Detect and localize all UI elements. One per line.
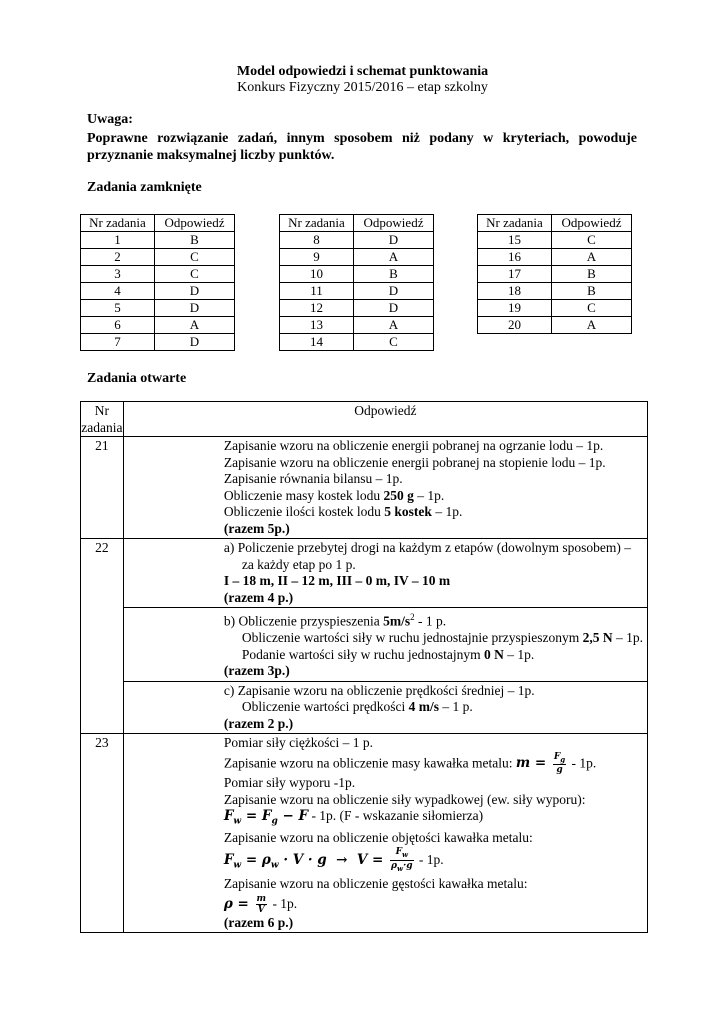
task-number: 10 [280, 266, 354, 283]
col-header-answer: Odpowiedź [354, 215, 434, 232]
col-header-answer: Odpowiedź [155, 215, 235, 232]
table-row-task-22c [81, 681, 648, 734]
table-row [280, 317, 434, 334]
note-heading: Uwaga: [87, 112, 133, 127]
criterion-line: Pomiar siły ciężkości – 1 p. [223, 735, 374, 750]
task-number: 19 [478, 300, 552, 317]
criterion-line: ρ = $\frac{m}{V}$ - 1p. [223, 893, 298, 915]
table-row [81, 317, 235, 334]
task-answer: A [155, 317, 235, 334]
criterion-line: Pomiar siły wyporu -1p. [223, 775, 356, 791]
document-title: Model odpowiedzi i schemat punktowania [236, 64, 489, 79]
table-row [81, 334, 235, 351]
buoyancy-formula: $F_w = F_g - F$ [223, 808, 309, 827]
points-total: (razem 4 p.) [223, 589, 294, 605]
table-row [81, 300, 235, 317]
table-row [81, 283, 235, 300]
col-header-answer: Odpowiedź [552, 215, 632, 232]
task-number: 20 [478, 317, 552, 334]
criterion-line: a) Policzenie przebytej drogi na każdym z etapów (dowolnym sposobem) – [223, 540, 631, 555]
table-row [280, 334, 434, 351]
task-answer: B [354, 266, 434, 283]
criterion-line: I – 18 m, II – 12 m, III – 0 m, IV – 10 m [223, 573, 451, 588]
criterion-line: Zapisanie wzoru na obliczenie objętości kawałka metalu: [223, 830, 533, 846]
task-answer: A [552, 249, 632, 266]
col-header-nr: Nr zadania [81, 403, 123, 435]
task-number: 1 [81, 232, 155, 249]
table-row [81, 232, 235, 249]
task-answer: C [552, 300, 632, 317]
table-row-task-22a [81, 539, 648, 608]
density-formula: ρ = $\frac{m}{V}$ [223, 893, 267, 915]
task-answer: A [354, 317, 434, 334]
table-row-task-22b [81, 608, 648, 682]
table-row [478, 232, 632, 249]
criterion-line: Zapisanie wzoru na obliczenie gęstości kawałka metalu: [223, 876, 528, 892]
table-row [81, 266, 235, 283]
document-subtitle: Konkurs Fizyczny 2015/2016 – etap szkolny [237, 80, 488, 95]
table-row [478, 266, 632, 283]
task-answer: B [552, 283, 632, 300]
criterion-line: Obliczenie masy kostek lodu 250 g – 1p. [223, 487, 445, 503]
table-row [280, 266, 434, 283]
col-header-nr: Nr zadania [280, 215, 354, 232]
task-number: 15 [478, 232, 552, 249]
closed-answers-table-2 [279, 214, 434, 351]
task-answer [123, 539, 647, 608]
table-row [280, 249, 434, 266]
criterion-line: Zapisanie wzoru na obliczenie energii pobranej na stopienie lodu – 1p. [223, 454, 606, 470]
task-answer [123, 681, 647, 734]
task-number: 11 [280, 283, 354, 300]
criterion-line: za każdy etap po 1 p. [241, 556, 356, 572]
criterion-line: Zapisanie równania bilansu – 1p. [223, 471, 403, 486]
table-row-task-23 [81, 734, 648, 933]
closed-answers-table-1 [80, 214, 235, 351]
task-answer: D [354, 232, 434, 249]
task-answer [123, 734, 647, 933]
task-answer: A [354, 249, 434, 266]
points-total: (razem 6 p.) [223, 914, 294, 930]
task-number: 7 [81, 334, 155, 351]
task-answer: D [155, 283, 235, 300]
criterion-line: Obliczenie wartości prędkości 4 m/s – 1 p. [241, 699, 473, 714]
table-row [81, 249, 235, 266]
table-row [478, 283, 632, 300]
task-answer: D [155, 300, 235, 317]
criterion-line: Obliczenie wartości siły w ruchu jednostajnie przyspieszonym 2,5 N – 1p. [241, 630, 643, 645]
note-text: Poprawne rozwiązanie zadań, innym sposobem niż podany w kryteriach, powoduje przyznanie maksymalnej liczby punktów. [87, 131, 637, 163]
table-row [280, 283, 434, 300]
points-total: (razem 3p.) [223, 663, 290, 678]
task-number: 8 [280, 232, 354, 249]
col-header-nr: Nr zadania [478, 215, 552, 232]
task-number: 16 [478, 249, 552, 266]
table-row-task-21 [81, 437, 648, 539]
task-number: 17 [478, 266, 552, 283]
task-answer: C [552, 232, 632, 249]
criterion-line: c) Zapisanie wzoru na obliczenie prędkości średniej – 1p. [223, 682, 535, 698]
points-total: (razem 2 p.) [223, 715, 294, 731]
task-answer: D [354, 300, 434, 317]
task-number: 23 [81, 734, 124, 933]
task-number: 18 [478, 283, 552, 300]
closed-answers-table-3 [477, 214, 632, 334]
open-tasks-heading: Zadania otwarte [87, 371, 187, 386]
task-answer [123, 437, 647, 539]
task-answer: A [552, 317, 632, 334]
task-answer: B [552, 266, 632, 283]
points-total: (razem 5p.) [223, 520, 290, 536]
task-answer: D [354, 283, 434, 300]
task-number: 21 [81, 437, 124, 539]
task-answer [123, 608, 647, 682]
closed-tasks-heading: Zadania zamknięte [87, 180, 202, 195]
criterion-line: Zapisanie wzoru na obliczenie energii pobranej na ogrzanie lodu – 1p. [223, 438, 604, 453]
task-answer: C [155, 266, 235, 283]
task-number: 5 [81, 300, 155, 317]
task-answer: C [155, 249, 235, 266]
criterion-line: Zapisanie wzoru na obliczenie masy kawałka metalu: m = $\frac{F_g}{g}$ - 1p. [223, 751, 597, 776]
table-row [478, 317, 632, 334]
task-answer: B [155, 232, 235, 249]
open-answers-table [80, 401, 648, 933]
task-number: 4 [81, 283, 155, 300]
volume-formula: $F_w = \rho_w \cdot V \cdot g \to V$ = $\frac{F_w}{\rho_w\cdot g}$ [223, 846, 413, 873]
criterion-line: b) Obliczenie przyspieszenia $5m/s^2 - 1$ p. [223, 612, 447, 629]
table-row [478, 249, 632, 266]
table-row [478, 300, 632, 317]
table-row [280, 300, 434, 317]
task-number: 13 [280, 317, 354, 334]
task-number: 12 [280, 300, 354, 317]
task-number: 22 [81, 539, 124, 734]
task-answer: C [354, 334, 434, 351]
table-row [280, 232, 434, 249]
task-number: 3 [81, 266, 155, 283]
criterion-line: $F_w = \rho_w \cdot V \cdot g \to V$ = $\frac{F_w}{\rho_w\cdot g}$ - 1p. [223, 846, 444, 873]
col-header-answer: Odpowiedź [123, 402, 647, 437]
criterion-line: Podanie wartości siły w ruchu jednostajnym 0 N – 1p. [241, 646, 535, 662]
task-number: 14 [280, 334, 354, 351]
task-answer: D [155, 334, 235, 351]
task-number: 6 [81, 317, 155, 334]
criterion-line: Obliczenie ilości kostek lodu 5 kostek – 1p. [223, 504, 463, 519]
task-number: 9 [280, 249, 354, 266]
task-number: 2 [81, 249, 155, 266]
criterion-line: Zapisanie wzoru na obliczenie siły wypadkowej (ew. siły wyporu): [223, 791, 586, 807]
col-header-nr: Nr zadania [81, 215, 155, 232]
mass-formula: m = $\frac{F_g}{g}$ [515, 751, 566, 776]
criterion-line: $F_w = F_g - F - 1p$. (F - wskazanie siłomierza) [223, 808, 484, 827]
